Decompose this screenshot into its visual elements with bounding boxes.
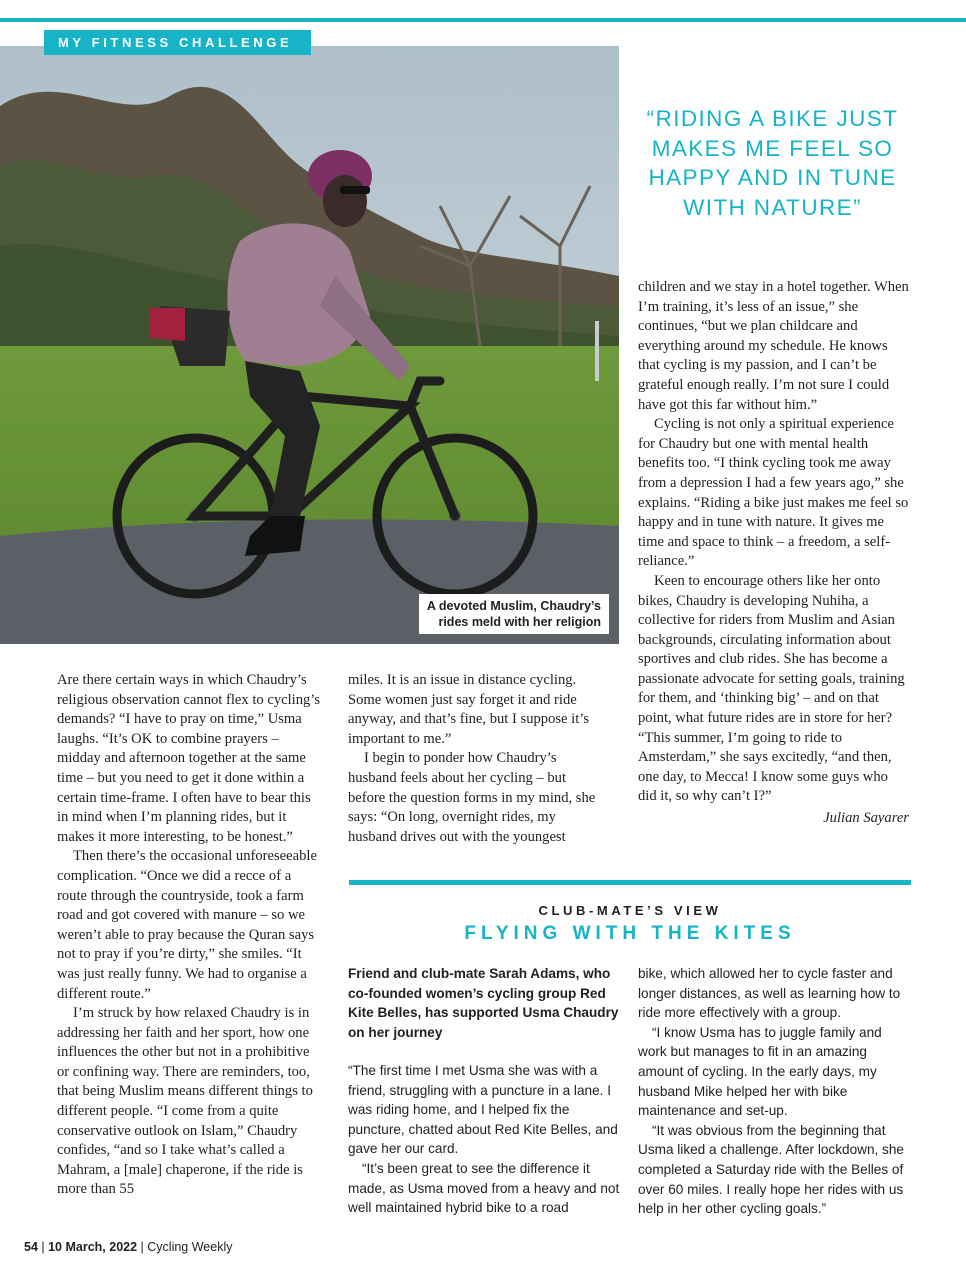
top-accent-rule xyxy=(0,18,966,22)
box-column-2 xyxy=(638,964,910,1219)
paragraph: Keen to encourage others like her onto bikes, Chaudry is developing Nuhiha, a collective for riders from Muslim and Asian backgrounds, circulating information about sportives and club rides. She has become a passionate advocate for setting goals, training for them, and ‘thinking big’ – and on that point, what future rides are in store for her? “This summer, I’m going to ride to Amsterdam,” she says excitedly, “and then, one day, to Mecca! I know some guys who did it, so why can’t I?” xyxy=(638,572,905,805)
box-divider xyxy=(349,880,911,885)
section-tag: MY FITNESS CHALLENGE xyxy=(44,30,311,55)
page-number: 54 xyxy=(24,1240,38,1254)
cyclist-illustration xyxy=(0,46,619,644)
box-kicker: CLUB-MATE’S VIEW xyxy=(538,903,722,918)
paragraph: “It was obvious from the beginning that Usma liked a challenge. After lockdown, she completed a Saturday ride with the Belles of over 60 miles. I really hope her rides with us help in her other cycling goals.” xyxy=(638,1122,904,1217)
box-intro xyxy=(348,964,620,1042)
box-column-1 xyxy=(348,1061,620,1218)
photo-caption xyxy=(419,594,609,634)
paragraph: I’m struck by how relaxed Chaudry is in addressing her faith and her sport, how one influences the other but not in a prohibitive or confining way. There are reminders, too, that being Muslim means different things to different people. “I come from a quite conservative outlook on Islam,” Chaudry confides, “and so I take what’s called a Mahram, a [male] chaperone, if the ride is more than 55 xyxy=(57,1005,313,1198)
paragraph: Are there certain ways in which Chaudry’s religious observation cannot flex to cycling’s demands? “I have to pray on time,” Usma laughs. “It’s OK to combine prayers – midday and afternoon together at the same time – but you need to get it done within a certain time-frame. I often have to bear this in mind when I’m planning rides, but it makes it more interesting, to be honest.” xyxy=(57,672,321,845)
paragraph: “I know Usma has to juggle family and work but manages to fit in an amazing amount of cycling. In the early days, my husband Mike helped her with bike maintenance and set-up. xyxy=(638,1024,882,1119)
cyclist-photo xyxy=(0,46,619,644)
paragraph: miles. It is an issue in distance cycling. Some women just say forget it and ride anyway, and that’s fine, but I suppose it’s important to me.” xyxy=(348,672,590,747)
page-footer: 54 | 10 March, 2022 | Cycling Weekly xyxy=(24,1240,233,1254)
box-title: FLYING WITH THE KITES xyxy=(464,923,796,944)
magazine-name: Cycling Weekly xyxy=(147,1240,233,1254)
article-column-3 xyxy=(638,278,909,829)
paragraph: children and we stay in a hotel together. When I’m training, it’s less of an issue,” she continues, “but we plan childcare and everything around my schedule. He knows that cycling is my passion, and I can’t be grateful enough really. I’m not sure I could have got this far without him.” xyxy=(638,279,909,413)
paragraph: “It’s been great to see the difference it made, as Usma moved from a heavy and not well maintained hybrid bike to a road xyxy=(348,1160,620,1216)
paragraph: “The first time I met Usma she was with a friend, struggling with a puncture in a lane. I was riding home, and I helped fix the puncture, chatted about Red Kite Belles, and gave her our card. xyxy=(348,1063,618,1157)
paragraph: Then there’s the occasional unforeseeable complication. “Once we did a recce of a route through the countryside, took a farm road and got covered with manure – so we weren’t able to pray because the Quran says not to pray if you’re dirty,” she smiles. “It was just really funny. We had to organise a different route.” xyxy=(57,848,317,1002)
intro-text: Friend and club-mate Sarah Adams, who co-founded women’s cycling group Red Kite Belles, has supported Usma Chaudry on her journey xyxy=(348,966,619,1040)
paragraph: I begin to ponder how Chaudry’s husband feels about her cycling – but before the question forms in my mind, she says: “On long, overnight rides, my husband drives out with the youngest xyxy=(348,750,596,845)
byline: Julian Sayarer xyxy=(823,810,909,827)
issue-date: 10 March, 2022 xyxy=(48,1240,138,1254)
pull-quote: “RIDING A BIKE JUST MAKES ME FEEL SO HAPPY AND IN TUNE WITH NATURE” xyxy=(646,106,899,220)
paragraph: Cycling is not only a spiritual experience for Chaudry but one with mental health benefits too. “I think cycling took me away from a depression I had a few years ago,” she explains. “Riding a bike just makes me feel so happy and in tune with nature. It gives me time and space to think – a freedom, a self-reliance.” xyxy=(638,416,909,570)
caption-line-1: A devoted Muslim, Chaudry’s xyxy=(426,599,601,613)
article-column-1 xyxy=(57,671,323,1200)
paragraph: bike, which allowed her to cycle faster and longer distances, as well as learning how to ride more effectively with a group. xyxy=(638,966,901,1021)
caption-line-2: rides meld with her religion xyxy=(438,615,601,629)
article-column-2 xyxy=(348,671,606,847)
